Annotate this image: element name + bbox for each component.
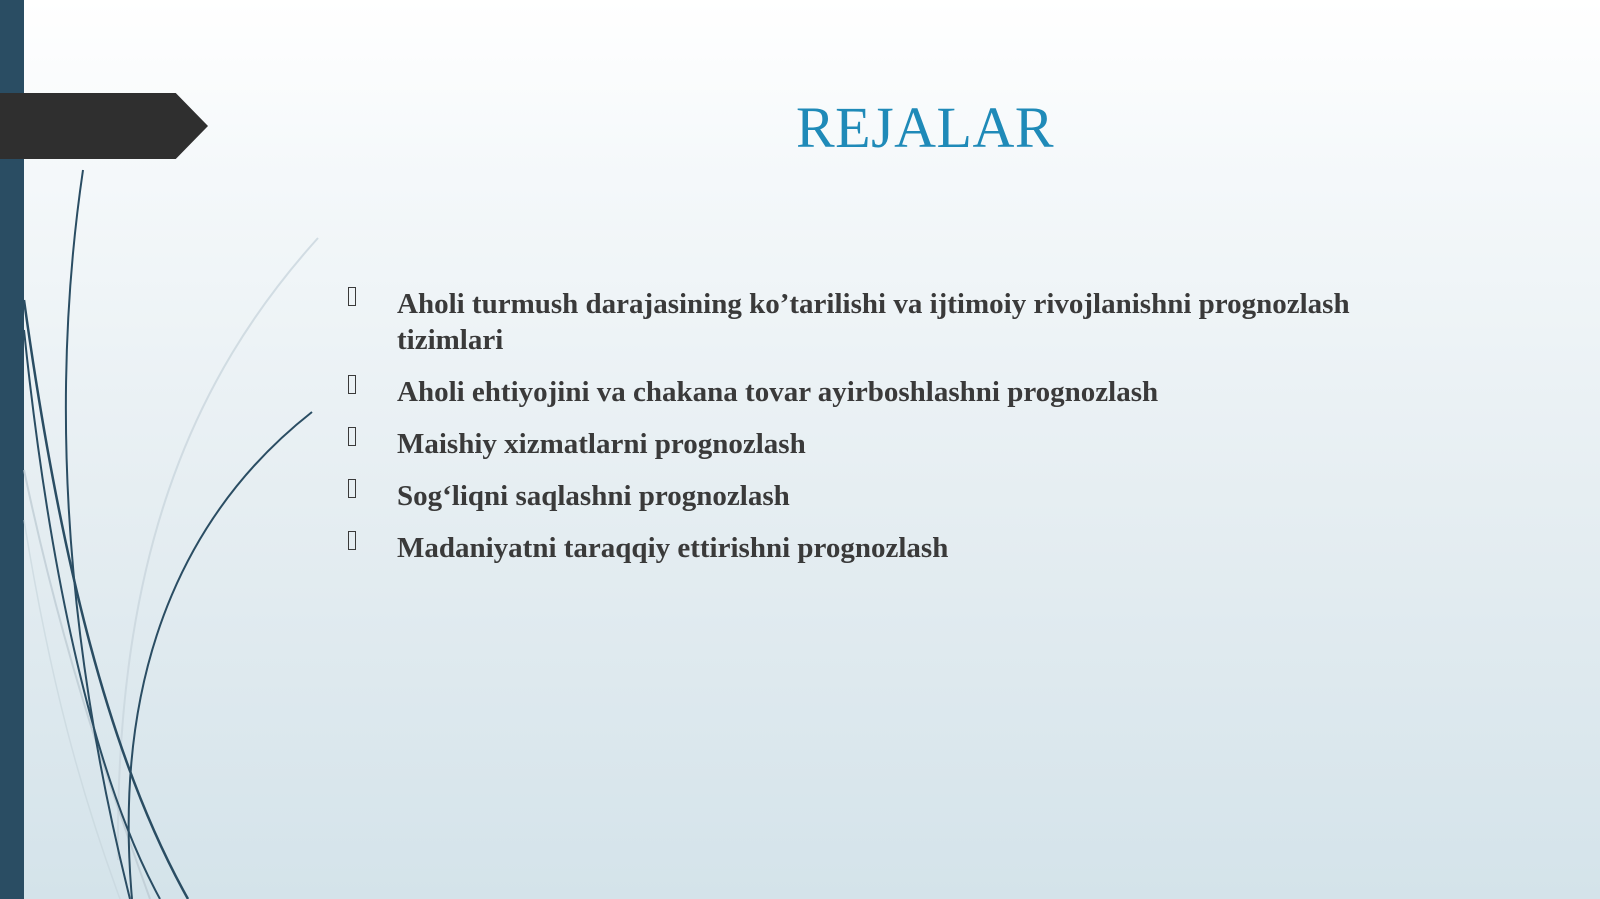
bullet-item <box>348 374 1408 410</box>
bullet-list <box>348 286 1408 582</box>
decor-curve-dark-2 <box>24 300 188 899</box>
decor-curve-light-3 <box>24 520 120 899</box>
bullet-item <box>348 478 1408 514</box>
square-bullet-icon <box>348 427 356 446</box>
bullet-item <box>348 426 1408 462</box>
bullet-text: Aholi ehtiyojini va chakana tovar ayirboshlashni prognozlash <box>397 376 1159 408</box>
bullet-text: Sog‘liqni saqlashni prognozlash <box>397 480 790 512</box>
decor-curve-light-1 <box>118 238 318 860</box>
square-bullet-icon <box>348 375 356 394</box>
decor-curve-dark-1 <box>66 170 130 899</box>
decor-curve-dark-3 <box>24 330 160 899</box>
bullet-text: Madaniyatni taraqqiy ettirishni prognozlash <box>397 532 949 564</box>
bullet-item <box>348 286 1408 358</box>
decor-curve-dark-4 <box>129 412 312 899</box>
bullet-text: Aholi turmush darajasining ko’tarilishi va ijtimoiy rivojlanishni prognozlash tizimlari <box>397 288 1350 356</box>
bullet-text: Maishiy xizmatlarni prognozlash <box>397 428 806 460</box>
square-bullet-icon <box>348 287 356 306</box>
square-bullet-icon <box>348 531 356 550</box>
slide-title: REJALAR <box>795 95 1055 160</box>
bullet-item <box>348 530 1408 566</box>
square-bullet-icon <box>348 479 356 498</box>
decor-curve-light-2 <box>24 470 150 899</box>
title-arrow-tab <box>0 93 208 159</box>
